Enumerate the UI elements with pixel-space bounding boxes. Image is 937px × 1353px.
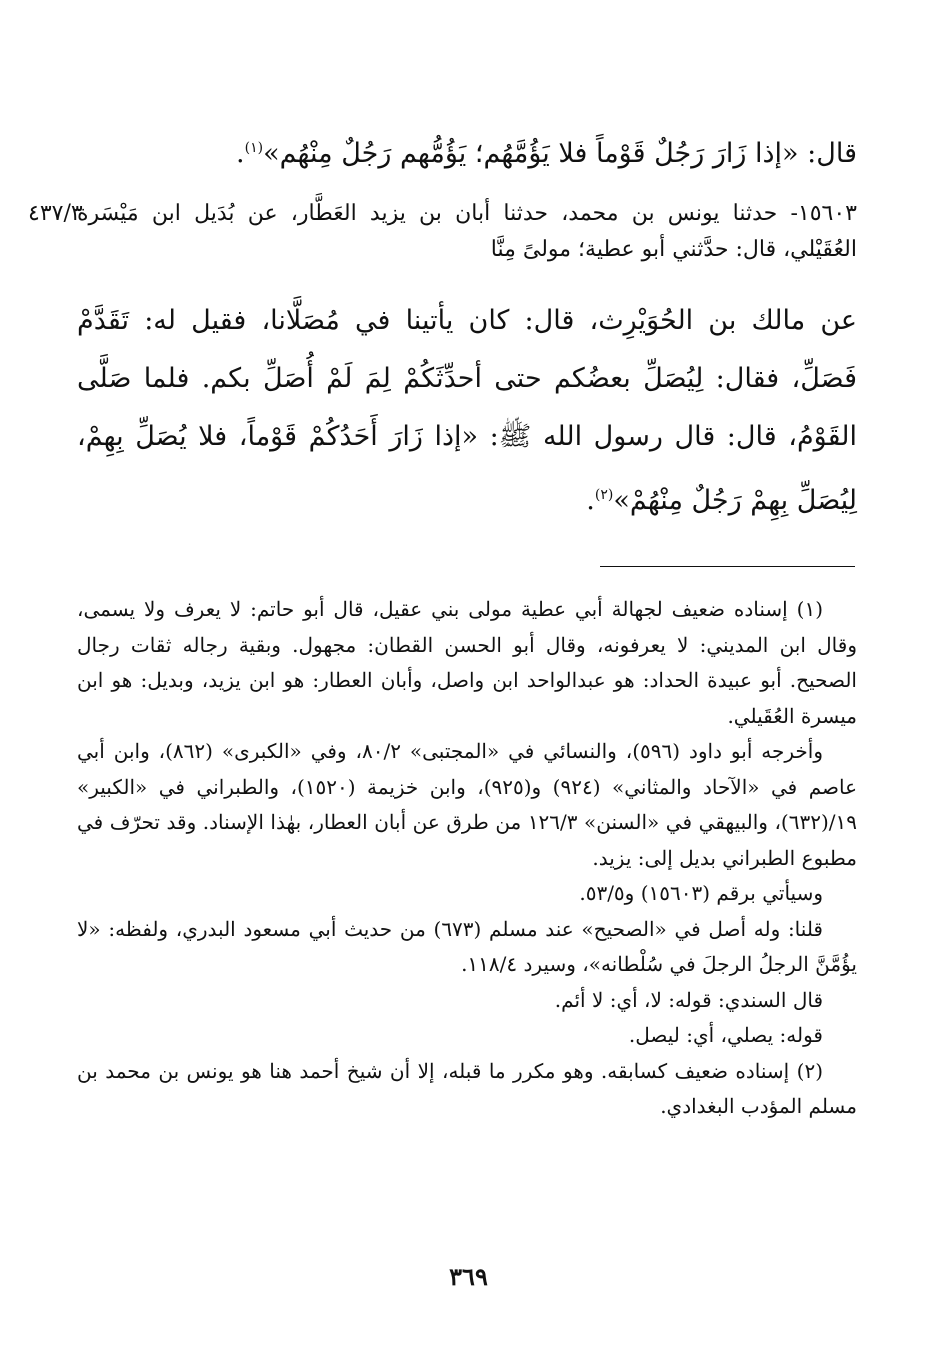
footnotes [77,592,857,1125]
preceding-hadith-ending [77,128,857,174]
footnote-separator [600,566,855,567]
hadith-body-text: عن مالك بن الحُوَيْرِث، قال: كان يأتينا في مُصَلَّانا، فقيل له: تَقَدَّمْ فَصَلِّ، فقال: لِيُصَلِّ بعضُكم حتى أحدِّثَكُمْ لِمَ لَمْ أُصَلِّ بكم. فلما صَلَّى القَوْمُ، قال: قال رسول الله ﷺ: «إذا زَارَ أَحَدُكُمْ قَوْماً، فلا يُصَلِّ بِهِمْ، لِيُصَلِّ بِهِمْ رَجُلٌ مِنْهُمْ» [77,305,857,516]
sentence-end: . [586,485,595,516]
footnote-ref-1: (١) [244,140,264,156]
page-number: ٣٦٩ [449,1262,488,1291]
footnote-1-sindi-2: قوله: يصلي، أي: ليصل. [628,1023,823,1047]
footnote-ref-2: (٢) [594,487,614,503]
footnote-1-note: قلنا: وله أصل في «الصحيح» عند مسلم (٦٧٣) من حديث أبي مسعود البدري، ولفظه: «لا يؤُمَّنَّ الرجلُ الرجلَ في سُلْطانه»، وسيرد ١١٨/٤. [77,916,857,976]
margin-reference: ٤٣٧/٣ [28,201,83,226]
hadith-text-body [77,292,857,530]
hadith-chain: ١٥٦٠٣- حدثنا يونس بن محمد، حدثنا أبان بن يزيد العَطَّار، عن بُدَيل ابن مَيْسَرة العُقَيْلي، قال: حدَّثني أبو عطية؛ مولىً مِنَّا [77,201,857,262]
footnote-1: (١) إسناده ضعيف لجهالة أبي عطية مولى بني عقيل، قال أبو حاتم: لا يعرف ولا يسمى، وقال ابن المديني: لا يعرفونه، وقال أبو الحسن القطان: مجهول. وبقية رجاله ثقات رجال الصحيح. أبو عبيدة الحداد: هو عبدالواحد ابن واصل، وأبان العطار: هو ابن يزيد، وبديل: هو ابن ميسرة العُقَيلي. [77,597,857,728]
footnote-1-cross-ref: وسيأتي برقم (١٥٦٠٣) و٥٣/٥. [579,881,823,905]
hadith-text: قال: «إذا زَارَ رَجُلٌ قَوْماً فلا يَؤُمَّهُم؛ يَؤُمُّهم رَجُلٌ مِنْهُم» [263,138,857,169]
footnote-2: (٢) إسناده ضعيف كسابقه. وهو مكرر ما قبله، إلا أن شيخ أحمد هنا هو يونس بن محمد بن مسلم المؤدب البغدادي. [77,1058,857,1118]
sentence-end: . [236,138,245,169]
footnote-1-sindi: قال السندي: قوله: لا، أي: لا أئم. [554,987,823,1012]
footnote-1-takhrij: وأخرجه أبو داود (٥٩٦)، والنسائي في «المجتبى» ٨٠/٢، وفي «الكبرى» (٨٦٢)، وابن أبي عاصم في «الآحاد والمثاني» (٩٢٤) و(٩٢٥)، وابن خزيمة (١٥٢٠)، والطبراني في «الكبير» ١٩/(٦٣٢)، والبيهقي في «السنن» ١٢٦/٣ من طرق عن أبان العطار، بهٰذا الإسناد. وقد تحرّف في مطبوع الطبراني بديل إلى: يزيد. [77,739,858,870]
